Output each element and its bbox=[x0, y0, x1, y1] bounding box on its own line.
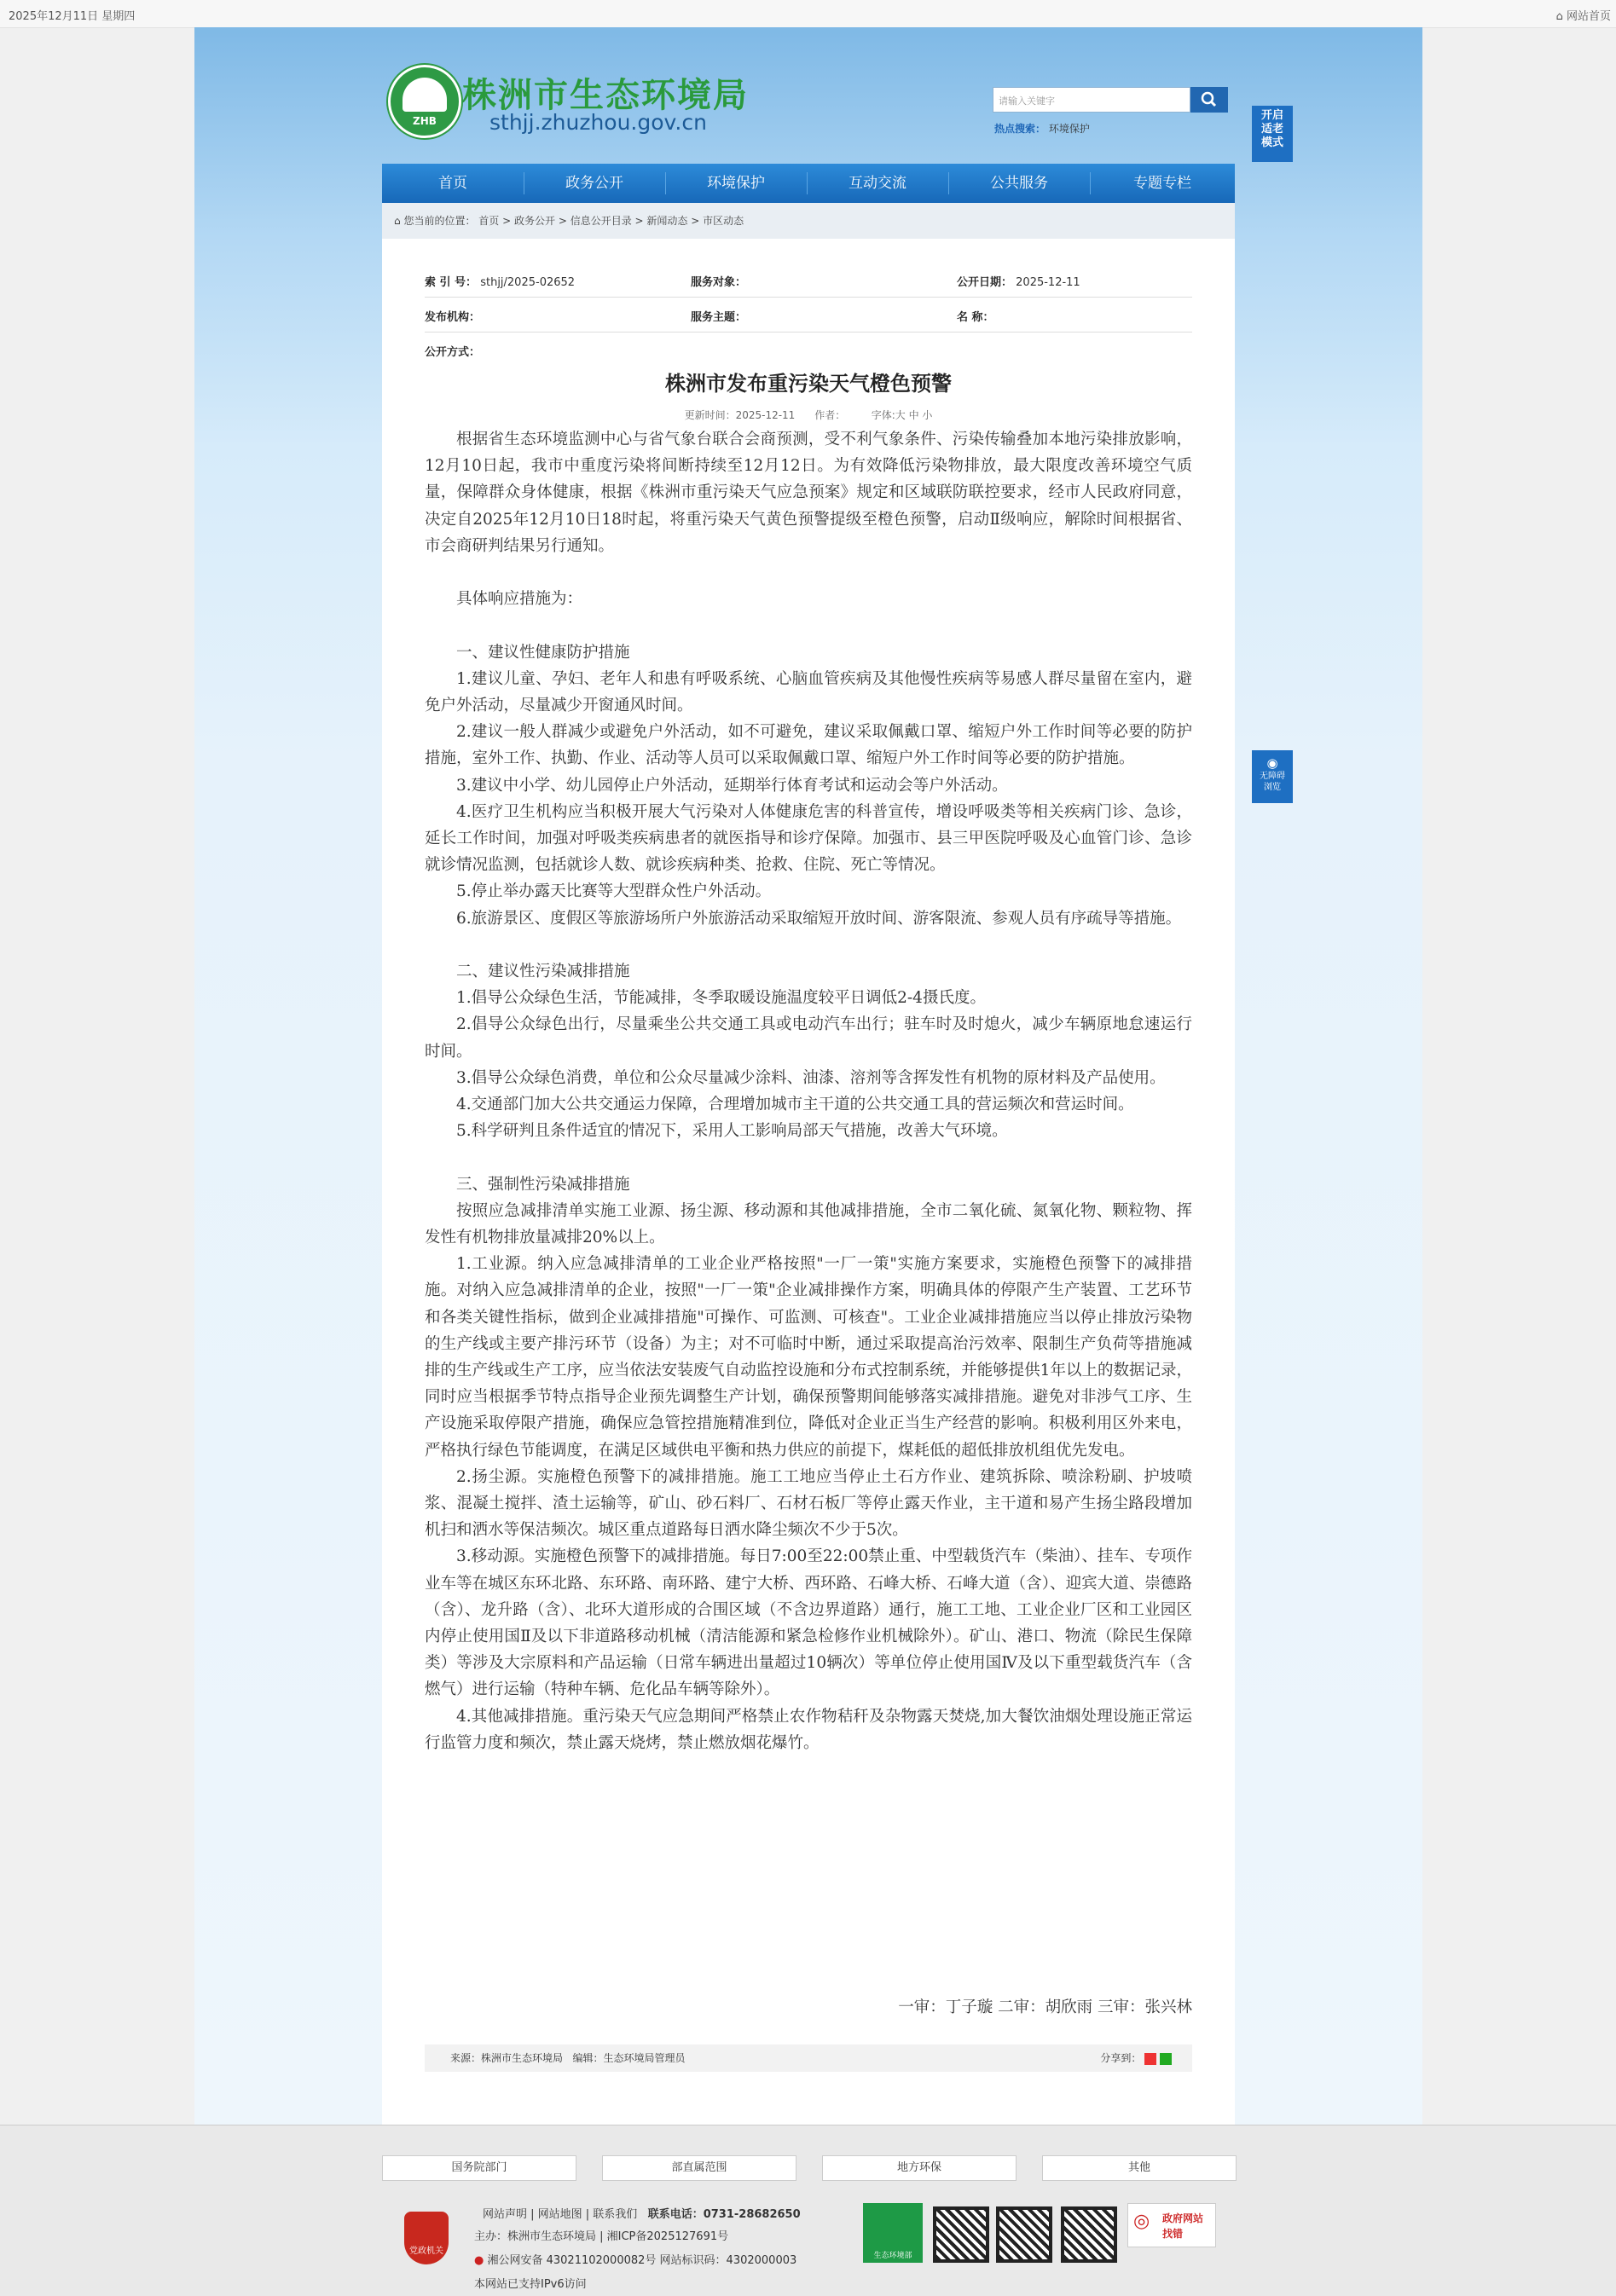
magnifier-icon: ◎ bbox=[1133, 2211, 1150, 2232]
nav-item-home[interactable]: 首页 bbox=[438, 175, 467, 192]
article-paragraph: 2.扬尘源。实施橙色预警下的减排措施。施工工地应当停止土石方作业、建筑拆除、喷涂粉刷、护坡喷浆、混凝土搅拌、渣土运输等，矿山、砂石料厂、石材石板厂等停止露天作业，主干道和易产生扬尘路段增加机扫和洒水等保洁频次。城区重点道路每日洒水降尘频次不少于5次。 bbox=[425, 1467, 1192, 1540]
breadcrumb: ⌂ 您当前的位置： 首页 > 政务公开 > 信息公开目录 > 新闻动态 > 市区动态 bbox=[382, 203, 1235, 240]
site-name: 株洲市生态环境局 bbox=[462, 76, 749, 115]
update-label: 更新时间： bbox=[684, 409, 736, 421]
article-paragraph: 5.停止举办露天比赛等大型群众性户外活动。 bbox=[456, 882, 772, 901]
article-paragraph: 4.其他减排措施。重污染天气应急期间严格禁止农作物秸秆及杂物露天焚烧,加大餐饮油烟处理设施正常运行监管力度和频次，禁止露天烧烤，禁止燃放烟花爆竹。 bbox=[425, 1707, 1192, 1752]
party-gov-badge[interactable] bbox=[404, 2212, 449, 2264]
footer-links-text: 网站声明 | 网站地图 | 联系我们 bbox=[483, 2208, 638, 2221]
article-paragraph: 1.建议儿童、孕妇、老年人和患有呼吸系统、心脑血管疾病及其他慢性疾病等易感人群尽量留在室内，避免户外活动，尽量减少开窗通风时间。 bbox=[425, 669, 1192, 714]
eco-badge-text: 生态环境部 bbox=[873, 2252, 912, 2260]
article-paragraph: 2.倡导公众绿色出行，尽量乘坐公共交通工具或电动汽车出行；驻车时及时熄火，减少车辆原地怠速运行时间。 bbox=[425, 1015, 1192, 1061]
name-label: 名 称： bbox=[957, 311, 994, 324]
site-home-link[interactable] bbox=[1556, 7, 1611, 23]
article-paragraph: 按照应急减排清单实施工业源、扬尘源、移动源和其他减排措施，全市二氧化硫、氮氧化物、颗粒物、挥发性有机物排放量减排20%以上。 bbox=[425, 1201, 1192, 1247]
nav-item-public-service[interactable]: 公共服务 bbox=[990, 175, 1048, 192]
breadcrumb-info-catalog[interactable]: 信息公开目录 bbox=[570, 215, 632, 227]
breadcrumb-gov-affairs[interactable]: 政务公开 bbox=[514, 215, 556, 227]
search-input[interactable] bbox=[993, 87, 1190, 113]
hot-search bbox=[994, 121, 1090, 136]
article-paragraph: 3.倡导公众绿色消费，单位和公众尽量减少涂料、油漆、溶剂等含挥发性有机物的原材料及产品使用。 bbox=[456, 1068, 1166, 1087]
accessibility-label: 无障碍浏览 bbox=[1260, 772, 1285, 792]
current-date: 2025年12月11日 星期四 bbox=[9, 10, 136, 23]
police-badge-icon: ● bbox=[474, 2254, 484, 2267]
qr-code-2 bbox=[996, 2206, 1052, 2263]
topic-label: 服务主题： bbox=[691, 311, 747, 324]
blank-line bbox=[425, 559, 1192, 586]
article-paragraph: 5.科学研判且条件适宜的情况下，采用人工影响局部天气措施，改善大气环境。 bbox=[456, 1122, 1008, 1141]
breadcrumb-news[interactable]: 新闻动态 bbox=[646, 215, 688, 227]
footer-ipv6: 本网站已支持IPv6访问 bbox=[474, 2278, 587, 2291]
font-size-switch[interactable]: 字体:大 中 小 bbox=[871, 409, 933, 421]
eye-icon: ◉ bbox=[1266, 755, 1278, 771]
article-paragraph: 1.工业源。纳入应急减排清单的工业企业严格按照"一厂一策"实施方案要求，实施橙色预警下的减排措施。对纳入应急减排清单的企业，按照"一厂一策"企业减排操作方案，明确具体的停限产生产装置、工艺环节和各类关键性指标，做到企业减排措施"可操作、可监测、可核查"。工业企业减排措施应当以停止排放污染物的生产线或主要产排污环节（设备）为主；对不可临时中断，通过采取提高治污效率、限制生产负荷等措施减排的生产线或生产工序，应当依法安装废气自动监控设施和分布式控制系统，并能够提供1年以上的数据记录，同时应当根据季节特点指导企业预先调整生产计划，确保预警期间能够落实减排措施。避免对非涉气工序、生产设施采取停限产措施，确保应急管控措施精准到位，降低对企业正当生产经营的影响。积极利用区外来电，严格执行绿色节能调度，在满足区域供电平衡和热力供应的前提下，煤耗低的超低排放机组优先发电。 bbox=[425, 1255, 1192, 1460]
breadcrumb-city-news[interactable]: 市区动态 bbox=[703, 215, 744, 227]
article-paragraph: 二、建议性污染减排措施 bbox=[456, 963, 630, 981]
care-mode-button[interactable] bbox=[1252, 106, 1293, 162]
article-paragraph: 3.移动源。实施橙色预警下的减排措施。每日7:00至22:00禁止重、中型载货汽车（柴油）、挂车、专项作业车等在城区东环北路、东环路、南环路、建宁大桥、西环路、石峰大桥、石峰大道（含）、迎宾大道、崇德路（含）、龙升路（含）、北环大道形成的合围区域（不含边界道路）通行，施工工地、工业企业厂区和工业园区内停止使用国Ⅱ及以下非道路移动机械（清洁能源和紧急检修作业机械除外）。矿山、港口、物流（除民生保障类）等涉及大宗原料和产品运输（日常车辆进出量超过10辆次）等单位停止使用国Ⅳ及以下重型载货汽车（含燃气）进行运输（特种车辆、危化品车辆等除外）。 bbox=[425, 1547, 1192, 1699]
footer-select-other[interactable]: 其他 bbox=[1042, 2155, 1237, 2181]
article-paragraph: 3.建议中小学、幼儿园停止户外活动，延期举行体育考试和运动会等户外活动。 bbox=[456, 776, 1008, 795]
footer-sponsor: 主办：株洲市生态环境局 | 湘ICP备2025127691号 bbox=[474, 2230, 729, 2243]
article-title: 株洲市发布重污染天气橙色预警 bbox=[665, 372, 952, 396]
review-signoff: 一审：丁子璇 二审：胡欣雨 三审：张兴林 bbox=[898, 1998, 1192, 2016]
blank-line bbox=[425, 932, 1192, 958]
article-paragraph: 一、建议性健康防护措施 bbox=[456, 643, 630, 662]
home-icon: ⌂ bbox=[1555, 10, 1563, 23]
article-subinfo bbox=[382, 408, 1235, 422]
logo-text: ZHB bbox=[413, 115, 437, 127]
care-mode-label: 开启适老模式 bbox=[1261, 109, 1284, 149]
blank-line bbox=[425, 1144, 1192, 1171]
breadcrumb-label: 您当前的位置： bbox=[403, 215, 476, 227]
footer-select-local-env[interactable]: 地方环保 bbox=[822, 2155, 1017, 2181]
article-paragraph: 三、强制性污染减排措施 bbox=[456, 1175, 630, 1194]
index-label: 索 引 号： bbox=[425, 276, 478, 289]
target-label: 服务对象： bbox=[691, 276, 747, 289]
hot-search-label: 热点搜索： bbox=[994, 123, 1046, 135]
article-paragraph: 2.建议一般人群减少或避免户外活动，如不可避免，建议采取佩戴口罩、缩短户外工作时间等必要的防护措施，室外工作、执勤、作业、活动等人员可以采取佩戴口罩、缩短户外工作时间等必要的防护措施。 bbox=[425, 723, 1192, 768]
search-button[interactable] bbox=[1190, 87, 1228, 113]
publish-date-value: 2025-12-11 bbox=[1016, 276, 1080, 289]
info-meta-table bbox=[425, 263, 1192, 367]
qr-code-1 bbox=[933, 2206, 989, 2263]
wechat-share-icon[interactable] bbox=[1160, 2053, 1172, 2065]
site-url: sthjj.zhuzhou.gov.cn bbox=[489, 110, 707, 135]
article-paragraph: 1.倡导公众绿色生活，节能减排，冬季取暖设施温度较平日调低2-4摄氏度。 bbox=[456, 989, 986, 1008]
editor-text: 编辑：生态环境局管理员 bbox=[572, 2052, 686, 2064]
top-bar bbox=[0, 0, 1616, 28]
index-value: sthjj/2025-02652 bbox=[480, 276, 576, 289]
find-error-text: 政府网站找错 bbox=[1162, 2212, 1204, 2240]
article-paragraph: 4.交通部门加大公共交通运力保障，合理增加城市主干道的公共交通工具的营运频次和营运时间。 bbox=[456, 1096, 1134, 1114]
footer-phone: 联系电话：0731-28682650 bbox=[647, 2208, 801, 2221]
hot-search-item[interactable]: 环境保护 bbox=[1048, 123, 1090, 135]
eco-ministry-badge[interactable] bbox=[863, 2203, 923, 2263]
bureau-logo[interactable] bbox=[388, 65, 461, 138]
article-paragraph: 6.旅游景区、度假区等旅游场所户外旅游活动采取缩短开放时间、游客限流、参观人员有序疏导等措施。 bbox=[456, 909, 1182, 928]
mode-label: 公开方式： bbox=[425, 346, 481, 359]
search-icon bbox=[1190, 87, 1228, 113]
source-text: 来源：株洲市生态环境局 bbox=[450, 2052, 564, 2064]
article-paragraph: 具体响应措施为： bbox=[456, 590, 583, 609]
nav-item-gov-affairs[interactable]: 政务公开 bbox=[565, 175, 623, 192]
nav-item-environment[interactable]: 环境保护 bbox=[707, 175, 765, 192]
blank-line bbox=[425, 612, 1192, 639]
nav-item-interaction[interactable]: 互动交流 bbox=[849, 175, 906, 192]
home-link-label: 网站首页 bbox=[1566, 10, 1611, 23]
footer-police bbox=[474, 2251, 796, 2267]
footer-select-ministry[interactable]: 部直属范围 bbox=[602, 2155, 796, 2181]
org-label: 发布机构： bbox=[425, 311, 481, 324]
weibo-share-icon[interactable] bbox=[1144, 2053, 1156, 2065]
footer-police-text: 湘公网安备 43021102000082号 网站标识码：4302000003 bbox=[487, 2254, 797, 2267]
author-label: 作者： bbox=[814, 409, 846, 421]
location-icon: ⌂ bbox=[394, 215, 401, 227]
accessibility-button[interactable] bbox=[1252, 750, 1293, 803]
article-paragraph: 根据省生态环境监测中心与省气象台联合会商预测，受不利气象条件、污染传输叠加本地污染排放影响，12月10日起，我市中重度污染将间断持续至12月12日。为有效降低污染物排放，最大限度改善环境空气质量，保障群众身体健康，根据《株洲市重污染天气应急预案》规定和区域联防联控要求，经市人民政府同意，决定自2025年12月10日18时起，将重污染天气黄色预警提级至橙色预警，启动Ⅱ级响应，解除时间根据省、市会商研判结果另行通知。 bbox=[425, 431, 1192, 555]
footer-links[interactable] bbox=[483, 2205, 801, 2221]
main-nav bbox=[382, 164, 1235, 203]
article-body bbox=[425, 426, 1192, 1756]
update-value: 2025-12-11 bbox=[735, 409, 796, 421]
footer-select-state-council[interactable]: 国务院部门 bbox=[382, 2155, 576, 2181]
breadcrumb-home[interactable]: 首页 bbox=[478, 215, 500, 227]
nav-item-special-topics[interactable]: 专题专栏 bbox=[1133, 175, 1191, 192]
source-bar bbox=[425, 2044, 1192, 2072]
qr-code-3 bbox=[1061, 2206, 1117, 2263]
footer bbox=[0, 2125, 1616, 2296]
publish-date-label: 公开日期： bbox=[957, 276, 1013, 289]
search-placeholder: 请输入关键字 bbox=[999, 95, 1055, 107]
party-badge-text: 党政机关 bbox=[409, 2247, 443, 2256]
share-label: 分享到： bbox=[1100, 2052, 1142, 2064]
article-paragraph: 4.医疗卫生机构应当积极开展大气污染对人体健康危害的科普宣传，增设呼吸类等相关疾病门诊、急诊，延长工作时间，加强对呼吸类疾病患者的就医指导和诊疗保障。加强市、县三甲医院呼吸及心血管门诊、急诊就诊情况监测，包括就诊人数、就诊疾病种类、抢救、住院、死亡等情况。 bbox=[425, 802, 1192, 875]
find-error-badge[interactable] bbox=[1127, 2203, 1216, 2247]
